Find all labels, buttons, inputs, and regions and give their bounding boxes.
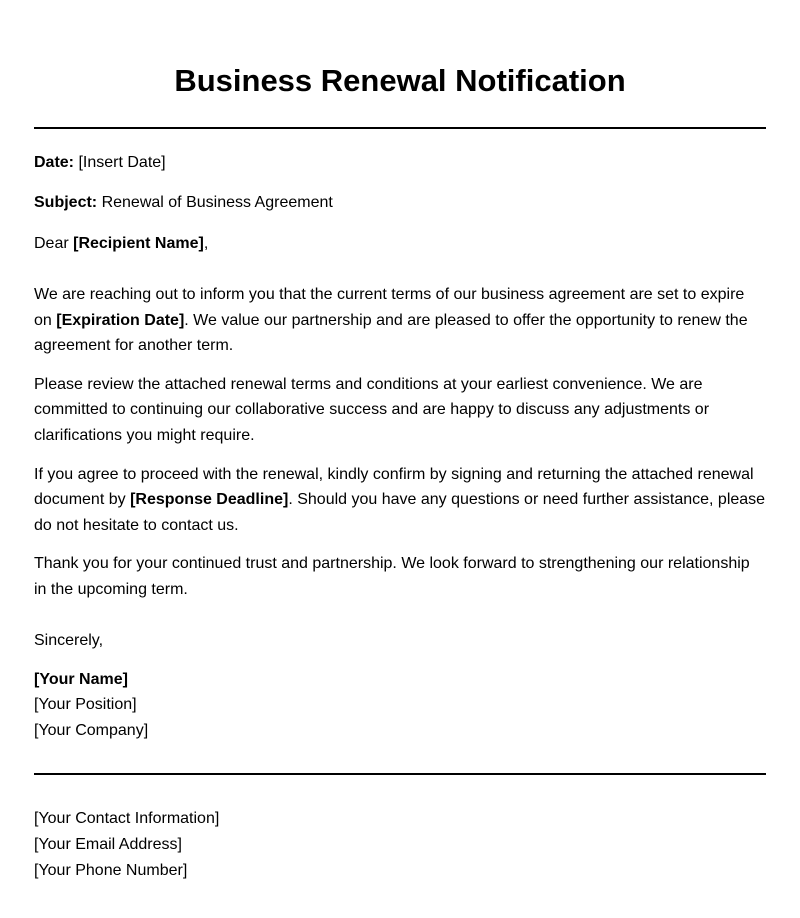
signature-company: [Your Company] bbox=[34, 721, 149, 739]
paragraph-review: Please review the attached renewal terms and conditions at your earliest convenience. We are committed to continuing our collaborative success and are happy to discuss any adjustments or clarifications you might require. bbox=[34, 375, 710, 444]
contact-email: [Your Email Address] bbox=[34, 835, 182, 853]
paragraph1-text-end: . We value our partnership and are pleased to offer the opportunity to renew the agreement for another term. bbox=[34, 311, 748, 355]
subject-value: Renewal of Business Agreement bbox=[97, 194, 333, 211]
page-title: Business Renewal Notification bbox=[174, 63, 626, 98]
closing: Sincerely, bbox=[34, 631, 104, 649]
subject-line bbox=[34, 193, 766, 213]
date-value: [Insert Date] bbox=[74, 154, 166, 171]
contact-block bbox=[34, 806, 766, 883]
paragraph3-text-end: . Should you have any questions or need further assistance, please do not hesitate to contact us. bbox=[34, 491, 766, 534]
salutation bbox=[34, 234, 766, 254]
salutation-prefix: Dear bbox=[34, 235, 74, 252]
signature-block bbox=[34, 667, 766, 744]
salutation-suffix: , bbox=[203, 235, 209, 252]
contact-info: [Your Contact Information] bbox=[34, 810, 220, 828]
response-deadline: [Response Deadline] bbox=[130, 491, 289, 509]
expiration-date: [Expiration Date] bbox=[56, 311, 185, 329]
paragraph1-text-start: We are reaching out to inform you that the current terms of our business agreement are set to expire on bbox=[34, 286, 745, 329]
header-divider bbox=[34, 127, 766, 129]
signature-name: [Your Name] bbox=[34, 670, 128, 688]
footer-divider bbox=[34, 773, 766, 775]
contact-phone: [Your Phone Number] bbox=[34, 861, 188, 879]
recipient-name: [Recipient Name] bbox=[73, 235, 204, 252]
paragraph-confirm bbox=[34, 462, 766, 539]
date-line bbox=[34, 153, 766, 173]
signature-position: [Your Position] bbox=[34, 696, 137, 714]
paragraph-expiration bbox=[34, 282, 766, 359]
date-label: Date: bbox=[34, 154, 75, 171]
paragraph3-text-start: If you agree to proceed with the renewal, kindly confirm by signing and returning the attached renewal document by bbox=[34, 465, 754, 509]
paragraph-thanks: Thank you for your continued trust and partnership. We look forward to strengthening our relationship in the upcoming term. bbox=[34, 555, 750, 598]
subject-label: Subject: bbox=[34, 194, 98, 211]
